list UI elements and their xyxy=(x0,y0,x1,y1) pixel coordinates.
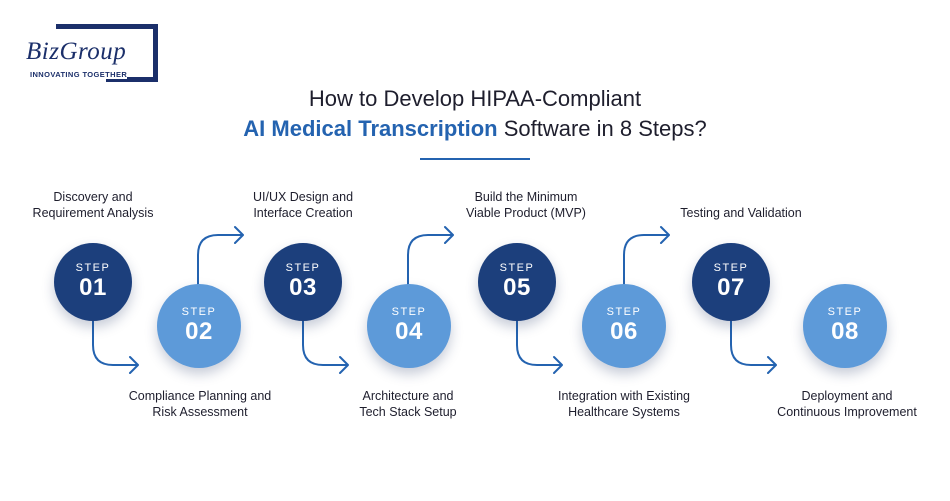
step-07-number: 07 xyxy=(717,274,745,301)
title-highlight: AI Medical Transcription xyxy=(243,116,498,141)
step-07-circle xyxy=(692,243,770,321)
arrow-step04-up xyxy=(408,227,453,285)
step-08-word: STEP xyxy=(827,306,863,318)
step-02-label-line2: Risk Assessment xyxy=(152,405,248,419)
step-05-word: STEP xyxy=(499,262,535,274)
title-rest: Software in 8 Steps? xyxy=(497,116,707,141)
step-03-word: STEP xyxy=(285,262,321,274)
step-08-number: 08 xyxy=(831,318,859,345)
step-06-number: 06 xyxy=(610,318,638,345)
step-08-label-line1: Deployment and xyxy=(801,389,893,403)
step-04-number: 04 xyxy=(395,318,423,345)
arrow-step03-down xyxy=(303,320,348,373)
step-06-label-line1: Integration with Existing xyxy=(557,389,690,403)
step-05-label-line1: Build the Minimum xyxy=(474,190,578,204)
logo-name: BizGroup xyxy=(26,38,127,65)
step-02-label-line1: Compliance Planning and xyxy=(128,389,272,403)
logo-tagline: INNOVATING TOGETHER xyxy=(30,70,128,79)
step-08-label xyxy=(756,388,938,420)
step-05-circle xyxy=(478,243,556,321)
step-02-label xyxy=(108,388,292,420)
step-02-word: STEP xyxy=(181,306,217,318)
step-04-circle xyxy=(367,284,451,368)
step-06-label-line2: Healthcare Systems xyxy=(568,405,680,419)
step-06-word: STEP xyxy=(606,306,642,318)
arrow-step07-down xyxy=(731,320,776,373)
step-06-label xyxy=(532,388,716,420)
step-02-circle xyxy=(157,284,241,368)
page-title-line1: How to Develop HIPAA-Compliant xyxy=(308,86,642,111)
step-07-label-line1: Testing and Validation xyxy=(680,206,802,220)
step-01-circle xyxy=(54,243,132,321)
step-04-label xyxy=(338,388,478,420)
arrow-step01-down xyxy=(93,320,138,373)
step-01-word: STEP xyxy=(75,262,111,274)
step-01-label-line1: Discovery and xyxy=(53,190,133,204)
step-03-circle xyxy=(264,243,342,321)
step-07-label xyxy=(656,205,826,221)
step-05-label-line2: Viable Product (MVP) xyxy=(466,206,586,220)
arrow-step02-up xyxy=(198,227,243,285)
step-07-word: STEP xyxy=(713,262,749,274)
step-03-number: 03 xyxy=(289,274,317,301)
step-01-label-line2: Requirement Analysis xyxy=(32,206,154,220)
step-08-label-line2: Continuous Improvement xyxy=(777,405,917,419)
arrow-step05-down xyxy=(517,320,562,373)
step-03-label-line2: Interface Creation xyxy=(253,206,353,220)
step-04-word: STEP xyxy=(391,306,427,318)
step-04-label-line2: Tech Stack Setup xyxy=(359,405,457,419)
step-04-label-line1: Architecture and xyxy=(362,389,454,403)
step-01-number: 01 xyxy=(79,274,107,301)
step-08-circle xyxy=(803,284,887,368)
step-02-number: 02 xyxy=(185,318,213,345)
step-05-label xyxy=(446,189,606,221)
step-05-number: 05 xyxy=(503,274,531,301)
step-03-label-line1: UI/UX Design and xyxy=(252,190,354,204)
arrow-step06-up xyxy=(624,227,669,285)
step-06-circle xyxy=(582,284,666,368)
step-03-label xyxy=(228,189,378,221)
step-01-label xyxy=(10,189,176,221)
